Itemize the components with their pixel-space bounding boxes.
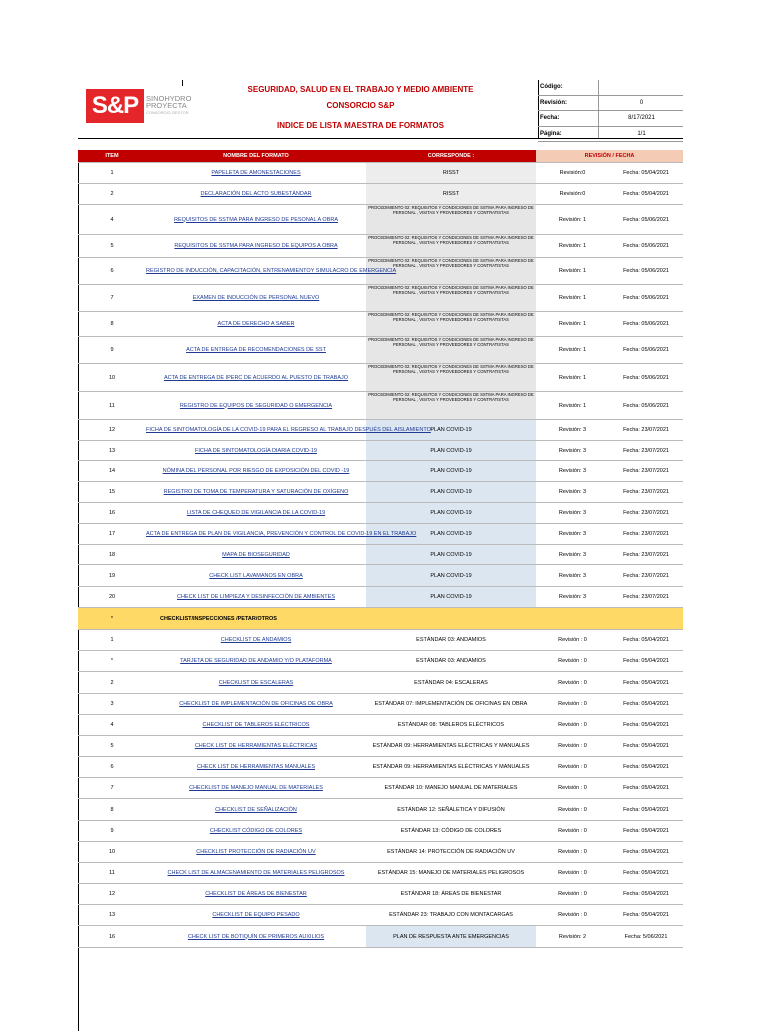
formats-table [78,150,683,948]
table-row [78,364,683,392]
date-cell: Fecha: 05/06/2021 [609,235,683,258]
corresponde-cell: PLAN DE RESPUESTA ANTE EMERGENCIAS [366,926,536,948]
format-name-cell [146,184,366,205]
date-cell: Fecha: 05/04/2021 [609,736,683,757]
col-name: NOMBRE DEL FORMATO [146,150,366,163]
table-row [78,799,683,821]
table-row [78,863,683,884]
logo-line-2: PROYECTA [146,101,187,110]
date-cell: Fecha: 05/06/2021 [609,285,683,312]
date-cell: Fecha: 23/07/2021 [609,482,683,503]
revision-cell: Revisión : 0 [536,757,609,778]
revision-cell: Revisión: 3 [536,441,609,461]
format-name-cell [146,694,366,715]
format-link[interactable]: CHECKLIST DE TABLEROS ELÉCTRICOS [202,722,310,728]
date-cell: Fecha: 05/04/2021 [609,651,683,672]
revision-cell: Revisión : 0 [536,651,609,672]
date-cell: Fecha: 05/06/2021 [609,364,683,392]
format-link[interactable]: CHECKLIST DE EQUIPO PESADO [212,912,300,918]
meta-row: Fecha: 8/17/2021 [538,111,683,127]
corresponde-cell: ESTÁNDAR 23: TRABAJO CON MONTACARGAS [366,905,536,926]
table-header-row [78,150,683,163]
logo-line-1: SINOHYDRO [146,94,192,103]
item-cell: 3 [78,694,146,715]
table-row [78,587,683,608]
date-cell: Fecha: 23/07/2021 [609,441,683,461]
corresponde-cell: ESTÁNDAR 07: IMPLEMENTACIÓN DE OFICINAS EN OBRA [366,694,536,715]
format-link[interactable]: FICHA DE SINTOMATOLOGÍA DIARIA COVID-19 [195,447,317,454]
format-link[interactable]: REGISTRO DE INDUCCIÓN, CAPACITACIÓN, ENTRENAMIENTOY SIMULACRO DE EMERGENCIA [146,268,397,274]
date-cell: Fecha: 05/06/2021 [609,392,683,420]
table-row [78,285,683,312]
revision-cell: Revisión : 0 [536,630,609,651]
revision-cell: Revisión: 1 [536,205,609,235]
corresponde-cell: ESTÁNDAR 10: MANEJO MANUAL DE MATERIALES [366,778,536,799]
format-link[interactable]: ACTA DE DERECHO A SABER [217,321,295,327]
corresponde-cell: PLAN COVID-19 [366,524,536,545]
format-link[interactable]: CHECK LIST LAVAMANOS EN OBRA [209,572,303,579]
format-name-cell [146,337,366,364]
table-row [78,715,683,736]
corresponde-cell: RISST [366,184,536,205]
revision-cell: Revisión: 3 [536,545,609,565]
format-name-cell [146,565,366,587]
date-cell: Fecha: 23/07/2021 [609,503,683,524]
table-body [78,163,683,948]
format-name-cell [146,163,366,184]
date-cell: Fecha: 05/04/2021 [609,842,683,863]
revision-cell: Revisión: 3 [536,482,609,503]
table-row [78,337,683,364]
table-row [78,312,683,337]
item-cell: 11 [78,863,146,884]
corresponde-cell: PLAN COVID-19 [366,545,536,565]
item-cell: 1 [78,163,146,184]
format-link[interactable]: CHECK LIST DE ALMACENAMIENTO DE MATERIALES PELIGROSOS [167,870,345,876]
item-cell: 8 [78,312,146,337]
date-cell: Fecha: 05/04/2021 [609,821,683,842]
table-row [78,482,683,503]
corresponde-cell: PROCEDIMIENTO 02: REQUISITOS Y CONDICIONES DE SSTMA PARA INGRESO DE PERSONAL , VISITAS Y PROVEEDORES Y CONTRATISTAS [366,235,536,258]
corresponde-cell: PLAN COVID-19 [366,503,536,524]
format-link[interactable]: CHECKLIST DE ÁREAS DE BIENESTAR [205,891,307,897]
revision-cell: Revisión: 3 [536,565,609,587]
date-cell: Fecha: 5/06/2021 [609,926,683,948]
revision-cell: Revisión: 3 [536,420,609,441]
table-row [78,184,683,205]
table-row [78,672,683,694]
item-cell: 1 [78,630,146,651]
logo-mark: S&P [86,89,144,123]
revision-cell: Revisión: 1 [536,285,609,312]
header-titles [183,80,538,138]
item-cell: 12 [78,420,146,441]
corresponde-cell: ESTÁNDAR 09: HERRAMIENTAS ELÉCTRICAS Y MANUALES [366,757,536,778]
item-cell: 8 [78,799,146,821]
col-corresponde: CORRESPONDE : [366,150,536,163]
table-row [78,205,683,235]
format-name-cell [146,630,366,651]
corresponde-cell: PROCEDIMIENTO 02: REQUISITOS Y CONDICIONES DE SSTMA PARA INGRESO DE PERSONAL , VISITAS Y PROVEEDORES Y CONTRATISTAS [366,312,536,337]
date-cell: Fecha: 05/04/2021 [609,799,683,821]
table-row [78,235,683,258]
revision-cell: Revisión : 0 [536,672,609,694]
item-cell: 20 [78,587,146,608]
revision-cell: Revisión : 0 [536,694,609,715]
format-link[interactable]: ACTA DE ENTREGA DE RECOMENDACIONES DE SST [186,347,326,353]
table-row [78,441,683,461]
document-header [78,80,683,139]
date-cell: Fecha: 05/04/2021 [609,184,683,205]
corresponde-cell: PROCEDIMIENTO 02: REQUISITOS Y CONDICIONES DE SSTMA PARA INGRESO DE PERSONAL , VISITAS Y PROVEEDORES Y CONTRATISTAS [366,285,536,312]
format-link[interactable]: REQUISITOS DE SSTMA PARA INGRESO DE PESONAL A OBRA [173,216,339,223]
revision-cell: Revisión : 0 [536,863,609,884]
format-link[interactable]: REGISTRO DE TOMA DE TEMPERATURA Y SATURACIÓN DE OXÍGENO [163,489,349,495]
format-name-cell [146,441,366,461]
item-cell: 6 [78,258,146,285]
revision-cell: Revisión : 0 [536,799,609,821]
revision-cell: Revisión : 0 [536,821,609,842]
corresponde-cell: ESTÁNDAR 14: PROTECCIÓN DE RADIACIÓN UV [366,842,536,863]
item-cell: 4 [78,715,146,736]
table-row [78,545,683,565]
item-cell: 13 [78,905,146,926]
format-name-cell [146,235,366,258]
table-row [78,461,683,482]
corresponde-cell: ESTÁNDAR 13: CÓDIGO DE COLORES [366,821,536,842]
corresponde-cell: PLAN COVID-19 [366,482,536,503]
table-row [78,694,683,715]
revision-cell: Revisión: 1 [536,364,609,392]
date-cell: Fecha: 05/04/2021 [609,757,683,778]
format-link[interactable]: CHECKLIST PROTECCIÓN DE RADIACIÓN UV [196,849,316,855]
revision-cell: Revisión: 1 [536,312,609,337]
format-link[interactable]: CHECKLIST DE ANDAMIOS [220,637,292,643]
date-cell: Fecha: 05/04/2021 [609,905,683,926]
corresponde-cell: PROCEDIMIENTO 02: REQUISITOS Y CONDICIONES DE SSTMA PARA INGRESO DE PERSONAL , VISITAS Y PROVEEDORES Y CONTRATISTAS [366,258,536,285]
revision-cell: Revisión: 3 [536,503,609,524]
corresponde-cell: ESTÁNDAR 03: ANDAMIOS [366,630,536,651]
date-cell: Fecha: 05/04/2021 [609,863,683,884]
table-row [78,926,683,948]
table-row [78,420,683,441]
corresponde-cell: PLAN COVID-19 [366,441,536,461]
table-row [78,778,683,799]
header-title-2: CONSORCIO S&P [326,101,395,110]
revision-cell: Revisión : 0 [536,778,609,799]
table-row [78,503,683,524]
table-row [78,736,683,757]
corresponde-cell: PLAN COVID-19 [366,565,536,587]
format-link[interactable]: REGISTRO DE EQUIPOS DE SEGURIDAD O EMERGENCIA [179,402,333,409]
date-cell: Fecha: 23/07/2021 [609,461,683,482]
meta-row: Página: 1/1 [538,127,683,143]
corresponde-cell: PROCEDIMIENTO 02: REQUISITOS Y CONDICIONES DE SSTMA PARA INGRESO DE PERSONAL , VISITAS Y PROVEEDORES Y CONTRATISTAS [366,392,536,420]
corresponde-cell: PLAN COVID-19 [366,420,536,441]
format-link[interactable]: CHECK LIST DE LIMPIEZA Y DESINFECCIÓN DE AMBIENTES [176,594,335,600]
table-row [78,565,683,587]
corresponde-cell: PROCEDIMIENTO 02: REQUISITOS Y CONDICIONES DE SSTMA PARA INGRESO DE PERSONAL , VISITAS Y PROVEEDORES Y CONTRATISTAS [366,364,536,392]
corresponde-cell: ESTÁNDAR 08: TABLEROS ELÉCTRICOS [366,715,536,736]
category-row [78,608,683,630]
corresponde-cell: ESTÁNDAR 12: SEÑALETICA Y DIFUSIÓN [366,799,536,821]
format-name-cell [146,420,431,441]
format-name-cell [146,736,366,757]
format-link[interactable]: DECLARACIÓN DEL ACTO SUBESTÁNDAR [200,191,312,197]
format-name-cell [146,392,366,420]
table-row [78,905,683,926]
revision-cell: Revisión : 0 [536,715,609,736]
format-name-cell [146,503,366,524]
meta-block [538,80,683,142]
document-sheet [78,80,683,940]
company-logo [86,89,192,129]
table-row [78,630,683,651]
revision-cell: Revisión: 1 [536,392,609,420]
item-cell: 2 [78,672,146,694]
format-name-cell [146,587,366,608]
format-link[interactable]: CHECK LIST DE BOTIQUÍN DE PRIMEROS AUXILIOS [187,933,325,940]
revision-cell: Revisión : 0 [536,905,609,926]
item-cell: * [78,651,146,672]
table-row [78,392,683,420]
format-link[interactable]: ACTA DE ENTREGA DE IPERC DE ACUERDO AL PUESTO DE TRABAJO [163,374,349,381]
corresponde-cell: ESTÁNDAR 09: HERRAMIENTAS ELÉCTRICAS Y MANUALES [366,736,536,757]
format-name-cell [146,757,366,778]
revision-cell: Revisión: 3 [536,461,609,482]
item-cell: 10 [78,842,146,863]
corresponde-cell: PROCEDIMIENTO 02: REQUISITOS Y CONDICIONES DE SSTMA PARA INGRESO DE PERSONAL , VISITAS Y PROVEEDORES Y CONTRATISTAS [366,337,536,364]
col-item: ITEM [78,150,146,163]
table-row [78,258,683,285]
format-name-cell [146,205,366,235]
format-name-cell [146,799,366,821]
format-name-cell [146,482,366,503]
corresponde-cell: PLAN COVID-19 [366,587,536,608]
format-name-cell [146,545,366,565]
revision-cell: Revisión: 3 [536,524,609,545]
header-title-3: INDICE DE LISTA MAESTRA DE FORMATOS [277,121,444,130]
format-name-cell [146,651,366,672]
date-cell: Fecha: 05/04/2021 [609,163,683,184]
table-row [78,757,683,778]
category-label: CHECKLIST/INSPECCIONES /PETAR/OTROS [146,608,683,630]
date-cell: Fecha: 05/06/2021 [609,205,683,235]
item-cell: 5 [78,736,146,757]
date-cell: Fecha: 05/04/2021 [609,694,683,715]
format-link[interactable]: PAPELETA DE AMONESTACIONES [211,170,301,176]
format-link[interactable]: MAPA DE BIOSEGURIDAD [222,551,290,558]
format-link[interactable]: LISTA DE CHEQUEO DE VIGILANCIA DE LA COVID-19 [186,510,326,516]
date-cell: Fecha: 05/04/2021 [609,884,683,905]
item-cell: * [78,608,146,630]
corresponde-cell: ESTÁNDAR 15: MANEJO DE MATERIALES PELIGROSOS [366,863,536,884]
format-name-cell [146,285,366,312]
corresponde-cell: PLAN COVID-19 [366,461,536,482]
item-cell: 13 [78,441,146,461]
table-row [78,651,683,672]
item-cell: 19 [78,565,146,587]
revision-cell: Revisión:0 [536,163,609,184]
corresponde-cell: PROCEDIMIENTO 02: REQUISITOS Y CONDICIONES DE SSTMA PARA INGRESO DE PERSONAL , VISITAS Y PROVEEDORES Y CONTRATISTAS [366,205,536,235]
item-cell: 14 [78,461,146,482]
format-name-cell [146,863,366,884]
item-cell: 2 [78,184,146,205]
format-link[interactable]: CHECKLIST DE SEÑALIZACIÓN [215,806,297,813]
format-name-cell [146,842,366,863]
revision-cell: Revisión : 0 [536,884,609,905]
format-link[interactable]: CHECK LIST DE HERRAMIENTAS MANUALES [196,764,316,770]
item-cell: 15 [78,482,146,503]
item-cell: 5 [78,235,146,258]
item-cell: 7 [78,285,146,312]
item-cell: 9 [78,337,146,364]
item-cell: 12 [78,884,146,905]
date-cell: Fecha: 05/06/2021 [609,337,683,364]
date-cell: Fecha: 23/07/2021 [609,524,683,545]
revision-cell: Revisión: 1 [536,235,609,258]
format-link[interactable]: CHECK LIST DE HERRAMIENTAS ELÉCTRICAS [194,743,318,749]
item-cell: 10 [78,364,146,392]
format-name-cell [146,672,366,694]
format-link[interactable]: FICHA DE SINTOMATOLOGÍA DE LA COVID-19 PARA EL REGRESO AL TRABAJO DESPUÉS DEL AISLAMIENTO [146,427,431,433]
format-name-cell [146,364,366,392]
item-cell: 11 [78,392,146,420]
format-name-cell [146,524,417,545]
date-cell: Fecha: 05/04/2021 [609,715,683,736]
format-name-cell [146,715,366,736]
format-name-cell [146,905,366,926]
date-cell: Fecha: 23/07/2021 [609,565,683,587]
table-row [78,842,683,863]
revision-cell: Revisión: 2 [536,926,609,948]
table-row [78,821,683,842]
format-name-cell [146,778,366,799]
format-link[interactable]: NÓMINA DEL PERSONAL POR RIESGO DE EXPOSICIÓN DEL COVID -19 [162,468,350,474]
format-link[interactable]: CHECKLIST CÓDIGO DE COLORES [209,828,303,834]
corresponde-cell: RISST [366,163,536,184]
format-link[interactable]: EXAMEN DE INDUCCIÓN DE PERSONAL NUEVO [192,295,320,301]
header-title-1: SEGURIDAD, SALUD EN EL TRABAJO Y MEDIO AMBIENTE [247,85,474,94]
item-cell: 7 [78,778,146,799]
corresponde-cell: ESTÁNDAR 03: ANDAMIOS [366,651,536,672]
item-cell: 9 [78,821,146,842]
format-name-cell [146,926,366,948]
revision-cell: Revisión: 3 [536,587,609,608]
format-name-cell [146,884,366,905]
item-cell: 4 [78,205,146,235]
table-row [78,884,683,905]
table-row [78,524,683,545]
format-link[interactable]: CHECKLIST DE IMPLEMENTACIÓN DE OFICINAS DE OBRA [179,701,333,707]
col-revision: REVISIÓN / FECHA [536,150,683,163]
revision-cell: Revisión:0 [536,184,609,205]
format-name-cell [146,258,397,285]
item-cell: 17 [78,524,146,545]
item-cell: 18 [78,545,146,565]
format-name-cell [146,312,366,337]
corresponde-cell: ESTÁNDAR 18: ÁREAS DE BIENESTAR [366,884,536,905]
date-cell: Fecha: 05/04/2021 [609,672,683,694]
date-cell: Fecha: 05/04/2021 [609,778,683,799]
revision-cell: Revisión : 0 [536,842,609,863]
corresponde-cell: ESTÁNDAR 04: ESCALERAS [366,672,536,694]
date-cell: Fecha: 23/07/2021 [609,587,683,608]
format-link[interactable]: REQUISITOS DE SSTMA PARA INGRESO DE EQUIPOS A OBRA [174,243,338,249]
item-cell: 6 [78,757,146,778]
item-cell: 16 [78,926,146,948]
revision-cell: Revisión: 1 [536,258,609,285]
date-cell: Fecha: 05/06/2021 [609,312,683,337]
logo-line-3: CONSORCIO GESTOR [146,110,189,115]
format-name-cell [146,821,366,842]
format-link[interactable]: CHECKLIST DE MANEJO MANUAL DE MATERIALES [189,785,323,791]
table-row [78,163,683,184]
format-name-cell [146,461,366,482]
date-cell: Fecha: 23/07/2021 [609,545,683,565]
item-cell: 16 [78,503,146,524]
format-link[interactable]: TARJETA DE SEGURIDAD DE ANDAMIO Y/O PLATAFORMA [180,658,332,664]
format-link[interactable]: CHECKLIST DE ESCALERAS [218,679,294,686]
meta-row: Revisión: 0 [538,96,683,112]
revision-cell: Revisión : 0 [536,736,609,757]
date-cell: Fecha: 05/04/2021 [609,630,683,651]
date-cell: Fecha: 05/06/2021 [609,258,683,285]
format-link[interactable]: ACTA DE ENTREGA DE PLAN DE VIGILANCIA, PREVENCIÓN Y CONTROL DE COVID-19 EN EL TRABAJO [146,531,417,537]
date-cell: Fecha: 23/07/2021 [609,420,683,441]
revision-cell: Revisión: 1 [536,337,609,364]
meta-row: Código: [538,80,683,96]
